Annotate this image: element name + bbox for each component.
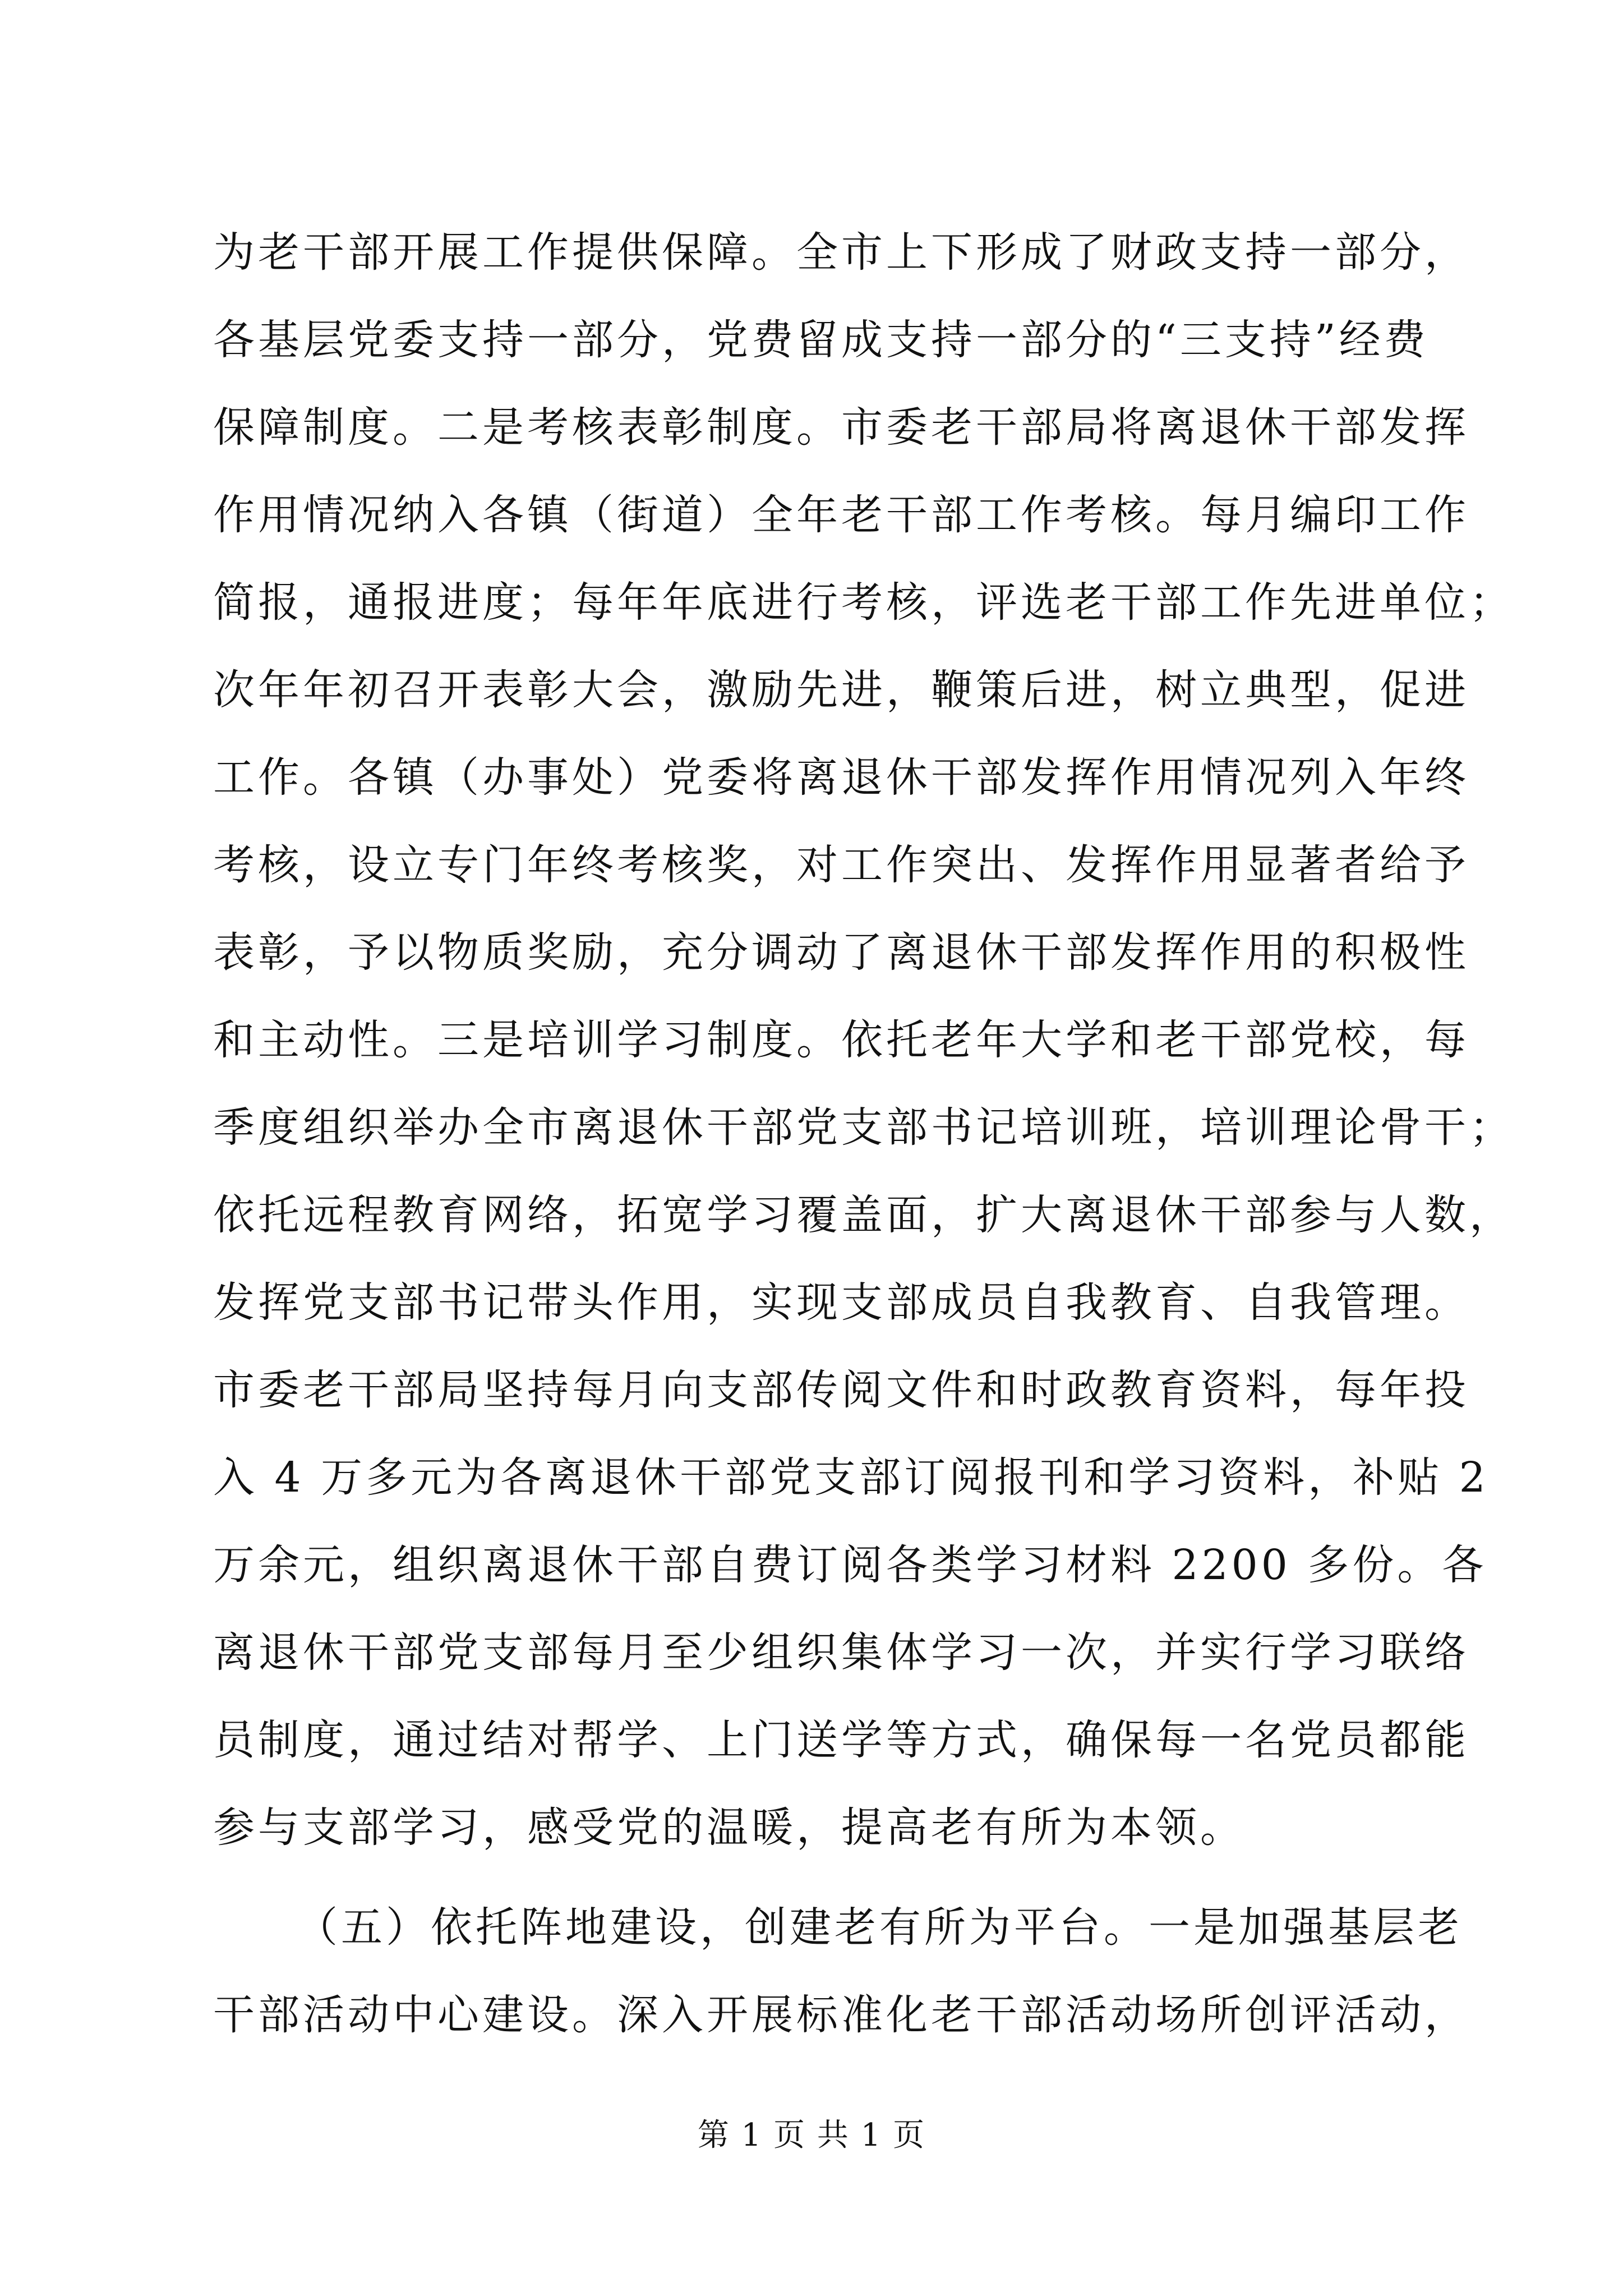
- text-line: 参与支部学习，感受党的温暖，提高老有所为本领。: [213, 1803, 1245, 1852]
- text-line: 市委老干部局坚持每月向支部传阅文件和时政教育资料，每年投: [213, 1366, 1469, 1414]
- text-line: 简报，通报进度；每年年底进行考核，评选老干部工作先进单位；: [213, 578, 1514, 627]
- text-line: 入 4 万多元为各离退休干部党支部订阅报刊和学习资料，补贴 2: [213, 1453, 1489, 1502]
- text-line: 员制度，通过结对帮学、上门送学等方式，确保每一名党员都能: [213, 1716, 1469, 1764]
- text-line: 万余元，组织离退休干部自费订阅各类学习材料 2200 多份。各: [213, 1541, 1487, 1589]
- text-line: 表彰，予以物质奖励，充分调动了离退休干部发挥作用的积极性: [213, 928, 1469, 977]
- text-line: 为老干部开展工作提供保障。全市上下形成了财政支持一部分，: [213, 228, 1469, 277]
- text-line: 和主动性。三是培训学习制度。依托老年大学和老干部党校，每: [213, 1016, 1469, 1064]
- text-line: 干部活动中心建设。深入开展标准化老干部活动场所创评活动，: [213, 1991, 1469, 2039]
- text-line: 保障制度。二是考核表彰制度。市委老干部局将离退休干部发挥: [213, 403, 1469, 452]
- text-line: 依托远程教育网络，拓宽学习覆盖面，扩大离退休干部参与人数，: [213, 1191, 1514, 1239]
- text-line: 考核，设立专门年终考核奖，对工作突出、发挥作用显著者给予: [213, 841, 1469, 889]
- text-line: 离退休干部党支部每月至少组织集体学习一次，并实行学习联络: [213, 1628, 1469, 1677]
- section-heading-line: （五）依托阵地建设，创建老有所为平台。一是加强基层老: [296, 1903, 1463, 1952]
- text-line: 各基层党委支持一部分，党费留成支持一部分的“三支持”经费: [213, 316, 1429, 364]
- page-footer: 第 1 页 共 1 页: [697, 2117, 926, 2154]
- text-line: 次年年初召开表彰大会，激励先进，鞭策后进，树立典型，促进: [213, 666, 1469, 714]
- text-line: 季度组织举办全市离退休干部党支部书记培训班，培训理论骨干；: [213, 1103, 1514, 1152]
- paragraph-gap: [213, 1871, 1419, 1884]
- document-body: [213, 209, 1514, 2059]
- text-line: 作用情况纳入各镇（街道）全年老干部工作考核。每月编印工作: [213, 491, 1469, 539]
- text-line: 工作。各镇（办事处）党委将离退休干部发挥作用情况列入年终: [213, 753, 1469, 802]
- text-line: 发挥党支部书记带头作用，实现支部成员自我教育、自我管理。: [213, 1278, 1469, 1327]
